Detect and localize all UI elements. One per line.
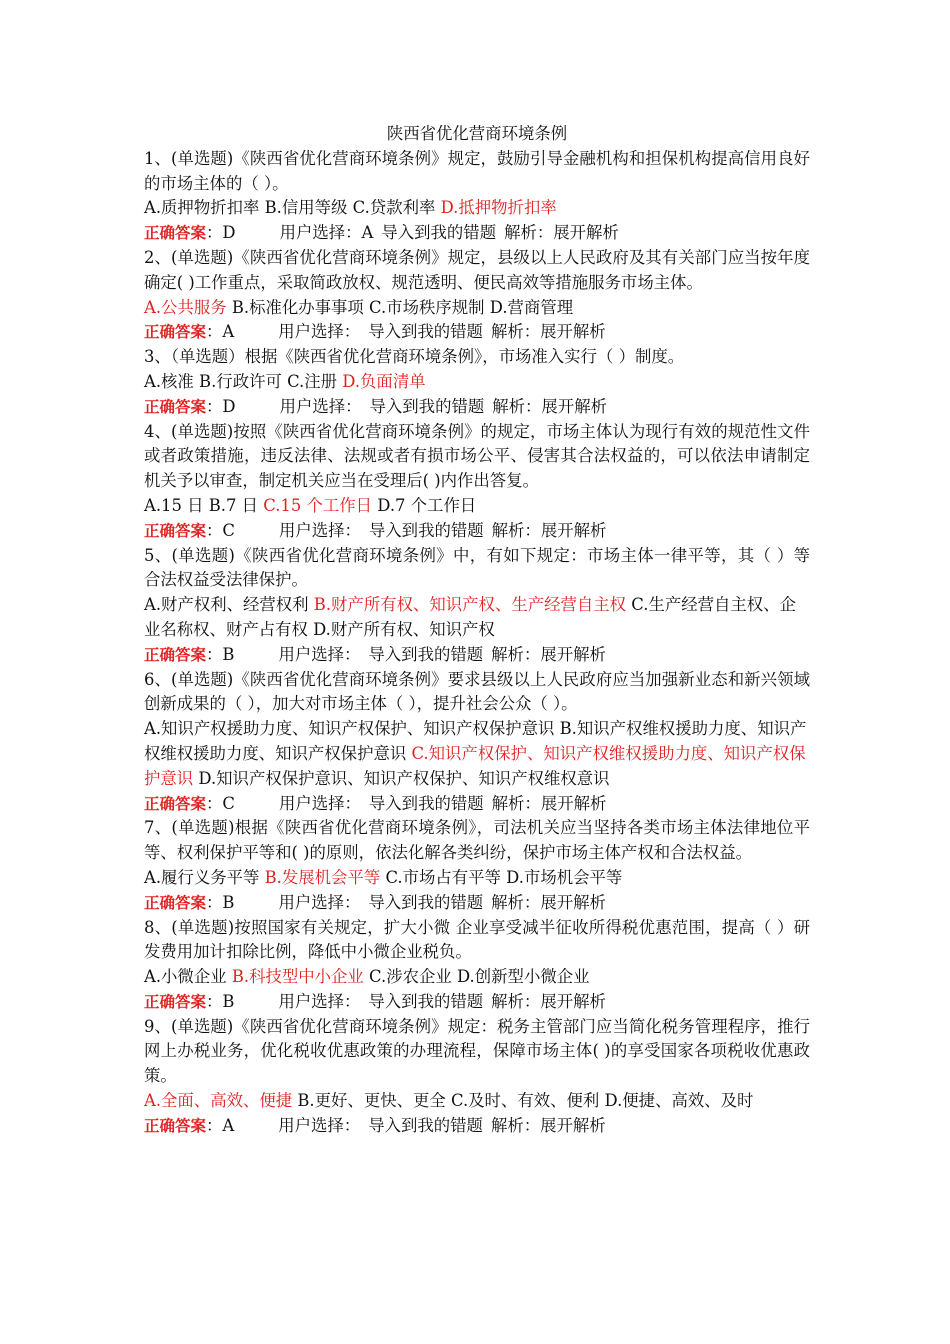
question-item — [144, 816, 810, 915]
expand-analysis-link[interactable]: 展开解析 — [541, 396, 607, 416]
question-text: 7、(单选题)根据《陕西省优化营商环境条例》，司法机关应当坚持各类市场主体法律地位平等、权利保护平等和( )的原则，依法化解各类纠纷，保护市场主体产权和合法权益。 — [144, 818, 810, 863]
option: B.知识产权维权援助力度、知识产权维权援助力度、知识产权保护意识 — [144, 719, 807, 763]
question-text: 9、(单选题)《陕西省优化营商环境条例》规定：税务主管部门应当简化税务管理程序，推行网上办税业务，优化税收优惠政策的办理流程，保障市场主体( )的享受国家各项税收优惠政策。 — [144, 1016, 810, 1086]
question-options — [144, 370, 810, 395]
question-options — [144, 196, 810, 221]
question-options — [144, 717, 810, 791]
user-choice: 用户选择： — [278, 991, 361, 1011]
answer-line — [144, 792, 810, 817]
question-options — [144, 1089, 810, 1114]
option: D.便捷、高效、及时 — [604, 1091, 754, 1111]
answer-line — [144, 1114, 810, 1139]
user-choice: 用户选择：A — [279, 223, 374, 243]
correct-option: B.财产所有权、知识产权、生产经营自主权 — [313, 595, 627, 615]
answer-value: ：C — [206, 520, 235, 540]
answer-value: ：D — [206, 396, 236, 416]
analysis-label: 解析： — [504, 223, 554, 243]
import-errors-link[interactable]: 导入到我的错题 — [368, 892, 484, 912]
analysis-label: 解析： — [491, 892, 541, 912]
option: B.7 日 — [208, 495, 259, 515]
analysis-label: 解析： — [490, 1115, 541, 1135]
option: C.注册 — [287, 371, 338, 391]
expand-analysis-link[interactable]: 展开解析 — [540, 793, 607, 813]
answer-value: ：A — [206, 322, 235, 342]
answer-label: 正确答案 — [144, 645, 207, 664]
correct-option: D.抵押物折扣率 — [440, 198, 557, 218]
analysis-label: 解析： — [491, 520, 541, 540]
answer-label: 正确答案 — [144, 323, 207, 342]
answer-line — [144, 320, 810, 345]
import-errors-link[interactable]: 导入到我的错题 — [368, 520, 484, 540]
option: D.财产所有权、知识产权 — [313, 619, 495, 639]
analysis-label: 解析： — [491, 644, 541, 664]
answer-line — [144, 221, 810, 246]
question-item — [144, 544, 810, 668]
option: A.质押物折扣率 — [144, 198, 260, 218]
answer-label: 正确答案 — [144, 521, 207, 540]
correct-option: A.公共服务 — [144, 297, 227, 317]
expand-analysis-link[interactable]: 展开解析 — [553, 223, 619, 243]
expand-analysis-link[interactable]: 展开解析 — [540, 644, 606, 664]
question-text: 3、（单选题）根据《陕西省优化营商环境条例》，市场准入实行（ ）制度。 — [144, 347, 685, 367]
option: B.信用等级 — [264, 198, 348, 218]
user-choice: 用户选择： — [278, 793, 361, 813]
question-text: 2、(单选题)《陕西省优化营商环境条例》规定，县级以上人民政府及其有关部门应当按年度确定( )工作重点，采取简政放权、规范透明、便民高效等措施服务市场主体。 — [144, 247, 810, 292]
answer-line — [144, 643, 810, 668]
question-options — [144, 593, 810, 643]
option: B.标准化办事事项 — [231, 297, 364, 317]
analysis-label: 解析： — [490, 322, 541, 342]
option: C.生产经营自主权、企业名称权、财产占有权 — [144, 595, 796, 639]
option: A.知识产权援助力度、知识产权保护、知识产权保护意识 — [144, 719, 555, 739]
question-item — [144, 345, 810, 419]
answer-line — [144, 395, 810, 420]
user-choice: 用户选择： — [278, 644, 361, 664]
answer-value: ：C — [206, 793, 235, 813]
question-item — [144, 420, 810, 544]
answer-line — [144, 990, 810, 1015]
document-content — [144, 122, 810, 1139]
question-text: 1、(单选题)《陕西省优化营商环境条例》规定，鼓励引导金融机构和担保机构提高信用良好的市场主体的（ ）。 — [144, 148, 810, 193]
import-errors-link[interactable]: 导入到我的错题 — [368, 644, 484, 664]
answer-value: ：B — [206, 644, 235, 664]
question-item — [144, 147, 810, 246]
question-text: 8、(单选题)按照国家有关规定，扩大小微 企业享受减半征收所得税优惠范围，提高（ ）研发费用加计扣除比例，降低中小微企业税负。 — [144, 917, 810, 962]
question-text: 4、(单选题)按照《陕西省优化营商环境条例》的规定，市场主体认为现行有效的规范性文件或者政策措施，违反法律、法规或者有损市场公平、侵害其合法权益的，可以依法申请制定机关予以审查，制定机关应当在受理后( )内作出答复。 — [144, 421, 810, 491]
user-choice: 用户选择： — [278, 520, 361, 540]
answer-value: ：B — [206, 892, 235, 912]
correct-option: C.知识产权保护、知识产权维权援助力度、知识产权保护意识 — [144, 743, 806, 788]
answer-label: 正确答案 — [144, 992, 207, 1011]
question-options — [144, 296, 810, 321]
user-choice: 用户选择： — [278, 322, 361, 342]
correct-option: B.发展机会平等 — [264, 867, 381, 887]
option: A.15 日 — [144, 495, 204, 515]
option: C.涉农企业 — [369, 967, 452, 987]
answer-value: ：B — [206, 991, 235, 1011]
import-errors-link[interactable]: 导入到我的错题 — [369, 396, 485, 416]
document-title: 陕西省优化营商环境条例 — [386, 124, 568, 143]
correct-option: D.负面清单 — [342, 371, 426, 391]
answer-line — [144, 891, 810, 916]
expand-analysis-link[interactable]: 展开解析 — [540, 520, 607, 540]
answer-value: ：D — [206, 223, 236, 243]
expand-analysis-link[interactable]: 展开解析 — [540, 892, 606, 912]
analysis-label: 解析： — [491, 793, 541, 813]
analysis-label: 解析： — [492, 396, 542, 416]
user-choice: 用户选择： — [279, 396, 362, 416]
question-options — [144, 965, 810, 990]
option: A.履行义务平等 — [144, 867, 260, 887]
answer-label: 正确答案 — [144, 397, 207, 416]
answer-label: 正确答案 — [144, 224, 207, 243]
question-options — [144, 866, 810, 891]
question-item — [144, 668, 810, 817]
option: D.7 个工作日 — [377, 495, 477, 515]
option: B.行政许可 — [199, 371, 282, 391]
option: B.更好、更快、更全 — [297, 1091, 446, 1111]
import-errors-link[interactable]: 导入到我的错题 — [368, 793, 484, 813]
question-options — [144, 494, 810, 519]
option: D.创新型小微企业 — [457, 967, 590, 987]
user-choice: 用户选择： — [278, 892, 361, 912]
question-list — [144, 147, 810, 1139]
question-item — [144, 246, 810, 345]
correct-option: B.科技型中小企业 — [231, 967, 364, 987]
correct-option: A.全面、高效、便捷 — [144, 1091, 293, 1111]
option: A.小微企业 — [144, 967, 227, 987]
question-item — [144, 916, 810, 1015]
question-item — [144, 1015, 810, 1139]
import-errors-link[interactable]: 导入到我的错题 — [381, 223, 497, 243]
import-errors-link[interactable]: 导入到我的错题 — [368, 991, 484, 1011]
answer-label: 正确答案 — [144, 794, 207, 813]
answer-label: 正确答案 — [144, 893, 207, 912]
option: C.及时、有效、便利 — [451, 1091, 600, 1111]
option: D.营商管理 — [489, 297, 574, 317]
expand-analysis-link[interactable]: 展开解析 — [540, 991, 606, 1011]
option: C.市场秩序规制 — [369, 297, 485, 317]
option: C.市场占有平等 — [385, 867, 501, 887]
expand-analysis-link[interactable]: 展开解析 — [540, 322, 606, 342]
question-text: 5、(单选题)《陕西省优化营商环境条例》中，有如下规定：市场主体一律平等，其（ ）等合法权益受法律保护。 — [144, 545, 810, 590]
answer-value: ：A — [206, 1115, 235, 1135]
option: A.财产权利、经营权利 — [144, 595, 309, 615]
answer-label: 正确答案 — [144, 1116, 207, 1135]
expand-analysis-link[interactable]: 展开解析 — [540, 1115, 606, 1135]
question-text: 6、(单选题)《陕西省优化营商环境条例》要求县级以上人民政府应当加强新业态和新兴领域创新成果的（ ），加大对市场主体（ ），提升社会公众（ ）。 — [144, 669, 810, 714]
option: D.知识产权保护意识、知识产权保护、知识产权维权意识 — [198, 768, 610, 788]
analysis-label: 解析： — [491, 991, 541, 1011]
user-choice: 用户选择： — [278, 1115, 361, 1135]
option: A.核准 — [144, 371, 194, 391]
option: D.市场机会平等 — [506, 867, 623, 887]
correct-option: C.15 个工作日 — [263, 495, 373, 515]
answer-line — [144, 519, 810, 544]
import-errors-link[interactable]: 导入到我的错题 — [368, 1115, 483, 1135]
import-errors-link[interactable]: 导入到我的错题 — [368, 322, 483, 342]
option: C.贷款利率 — [352, 198, 436, 218]
